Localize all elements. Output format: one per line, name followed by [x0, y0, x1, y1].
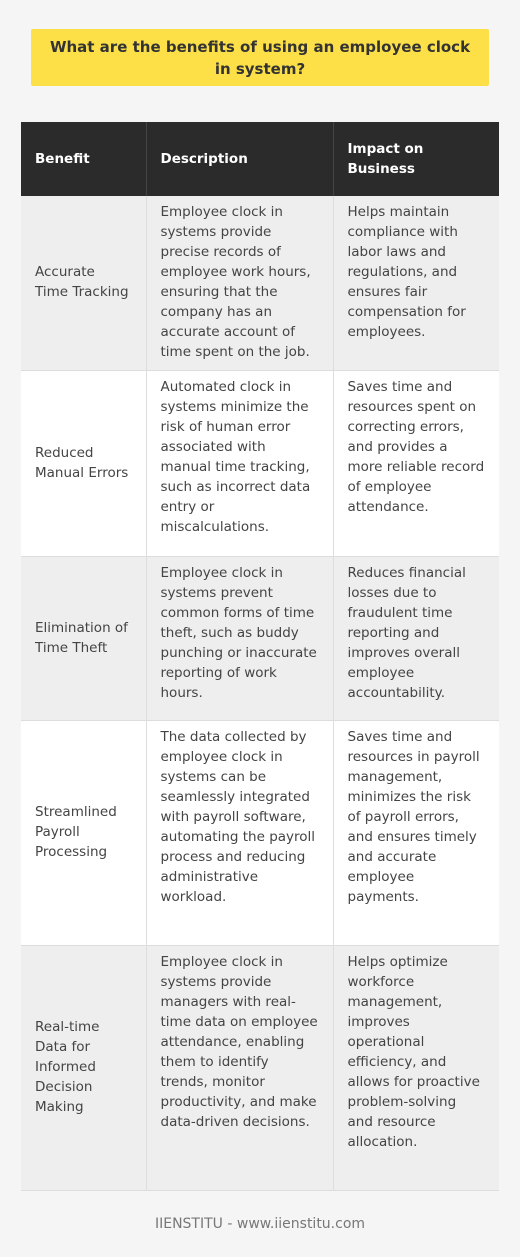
benefit-cell: Real-time Data for Informed Decision Making — [21, 946, 146, 1191]
impact-cell: Helps optimize workforce management, improves operational efficiency, and allows for proactive problem-solving and resource allocation. — [333, 946, 499, 1191]
description-cell: Automated clock in systems minimize the risk of human error associated with manual time tracking, such as incorrect data entry or miscalculations. — [146, 371, 333, 557]
description-cell: Employee clock in systems provide precise records of employee work hours, ensuring that the company has an accurate account of time spent on the job. — [146, 196, 333, 371]
footer-credit: IIENSTITU - www.iienstitu.com — [154, 1216, 366, 1232]
header-benefit: Benefit — [21, 122, 146, 196]
table-row — [21, 196, 499, 371]
description-cell: Employee clock in systems prevent common forms of time theft, such as buddy punching or inaccurate reporting of work hours. — [146, 557, 333, 721]
benefit-cell: Elimination of Time Theft — [21, 557, 146, 721]
table-row — [21, 371, 499, 557]
impact-cell: Saves time and resources spent on correcting errors, and provides a more reliable record of employee attendance. — [333, 371, 499, 557]
benefit-cell: Accurate Time Tracking — [21, 196, 146, 371]
table-row — [21, 946, 499, 1191]
table-header-row — [21, 122, 499, 196]
impact-cell: Helps maintain compliance with labor laws and regulations, and ensures fair compensation for employees. — [333, 196, 499, 371]
description-cell: The data collected by employee clock in systems can be seamlessly integrated with payroll software, automating the payroll process and reducing administrative workload. — [146, 721, 333, 946]
impact-cell: Reduces financial losses due to fraudulent time reporting and improves overall employee accountability. — [333, 557, 499, 721]
header-description: Description — [146, 122, 333, 196]
impact-cell: Saves time and resources in payroll management, minimizes the risk of payroll errors, and ensures timely and accurate employee payments. — [333, 721, 499, 946]
header-impact: Impact on Business — [333, 122, 499, 196]
description-cell: Employee clock in systems provide managers with real-time data on employee attendance, enabling them to identify trends, monitor productivity, and make data-driven decisions. — [146, 946, 333, 1191]
benefit-cell: Reduced Manual Errors — [21, 371, 146, 557]
title-banner — [31, 29, 489, 86]
benefit-cell: Streamlined Payroll Processing — [21, 721, 146, 946]
table-row — [21, 721, 499, 946]
page-title: What are the benefits of using an employee clock in system? — [49, 37, 471, 78]
table-row — [21, 557, 499, 721]
benefits-table — [21, 122, 499, 1191]
